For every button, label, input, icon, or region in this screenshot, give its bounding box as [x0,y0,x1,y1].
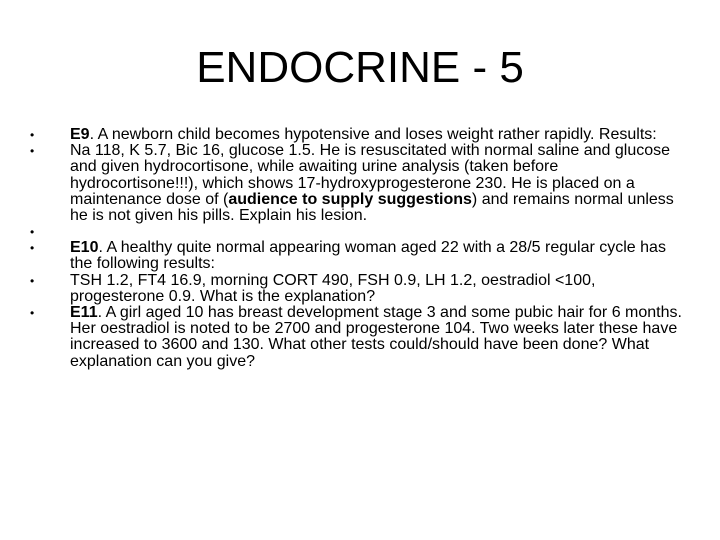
bullet-item-e9-results [30,143,690,224]
bullet-item-empty [30,224,690,240]
bullet-item-e11 [30,305,690,370]
case-id: E10 [70,239,99,257]
bullet-text: . A girl aged 10 has breast development stage 3 and some pubic hair for 6 months. Her oestradiol is noted to be 2700 and progesterone 104. Two weeks later these have increased to 3600 and 130. What other tests could/should have been done? What explanation can you give? [70,304,682,370]
bullet-text: TSH 1.2, FT4 16.9, morning CORT 490, FSH 0.9, LH 1.2, oestradiol <100, progesterone 0.9. What is the explanation? [70,271,596,305]
slide-title: ENDOCRINE - 5 [196,43,524,92]
bullet-text: . A healthy quite normal appearing woman aged 22 with a 28/5 regular cycle has the following results: [70,239,666,273]
case-id: E9 [70,126,90,143]
case-id: E11 [70,304,98,322]
bullet-list [30,127,690,370]
emphasis-text: audience to supply suggestions [228,190,472,208]
bullet-item-e10-results [30,273,690,305]
bullet-item-e10 [30,240,690,272]
bullet-text: ) and remains normal unless he is not given his pills. Explain his lesion. [70,190,674,225]
bullet-item-e9 [30,127,690,143]
bullet-text: Na 118, K 5.7, Bic 16, glucose 1.5. He is resuscitated with normal saline and glucose and given hydrocortisone, while awaiting urine analysis (taken before hydrocortisone!!!), which shows 17-hydroxyprogesterone 230. He is placed on a maintenance dose of ( [70,142,671,208]
bullet-text: . A newborn child becomes hypotensive and loses weight rather rapidly. Results: [89,126,657,143]
